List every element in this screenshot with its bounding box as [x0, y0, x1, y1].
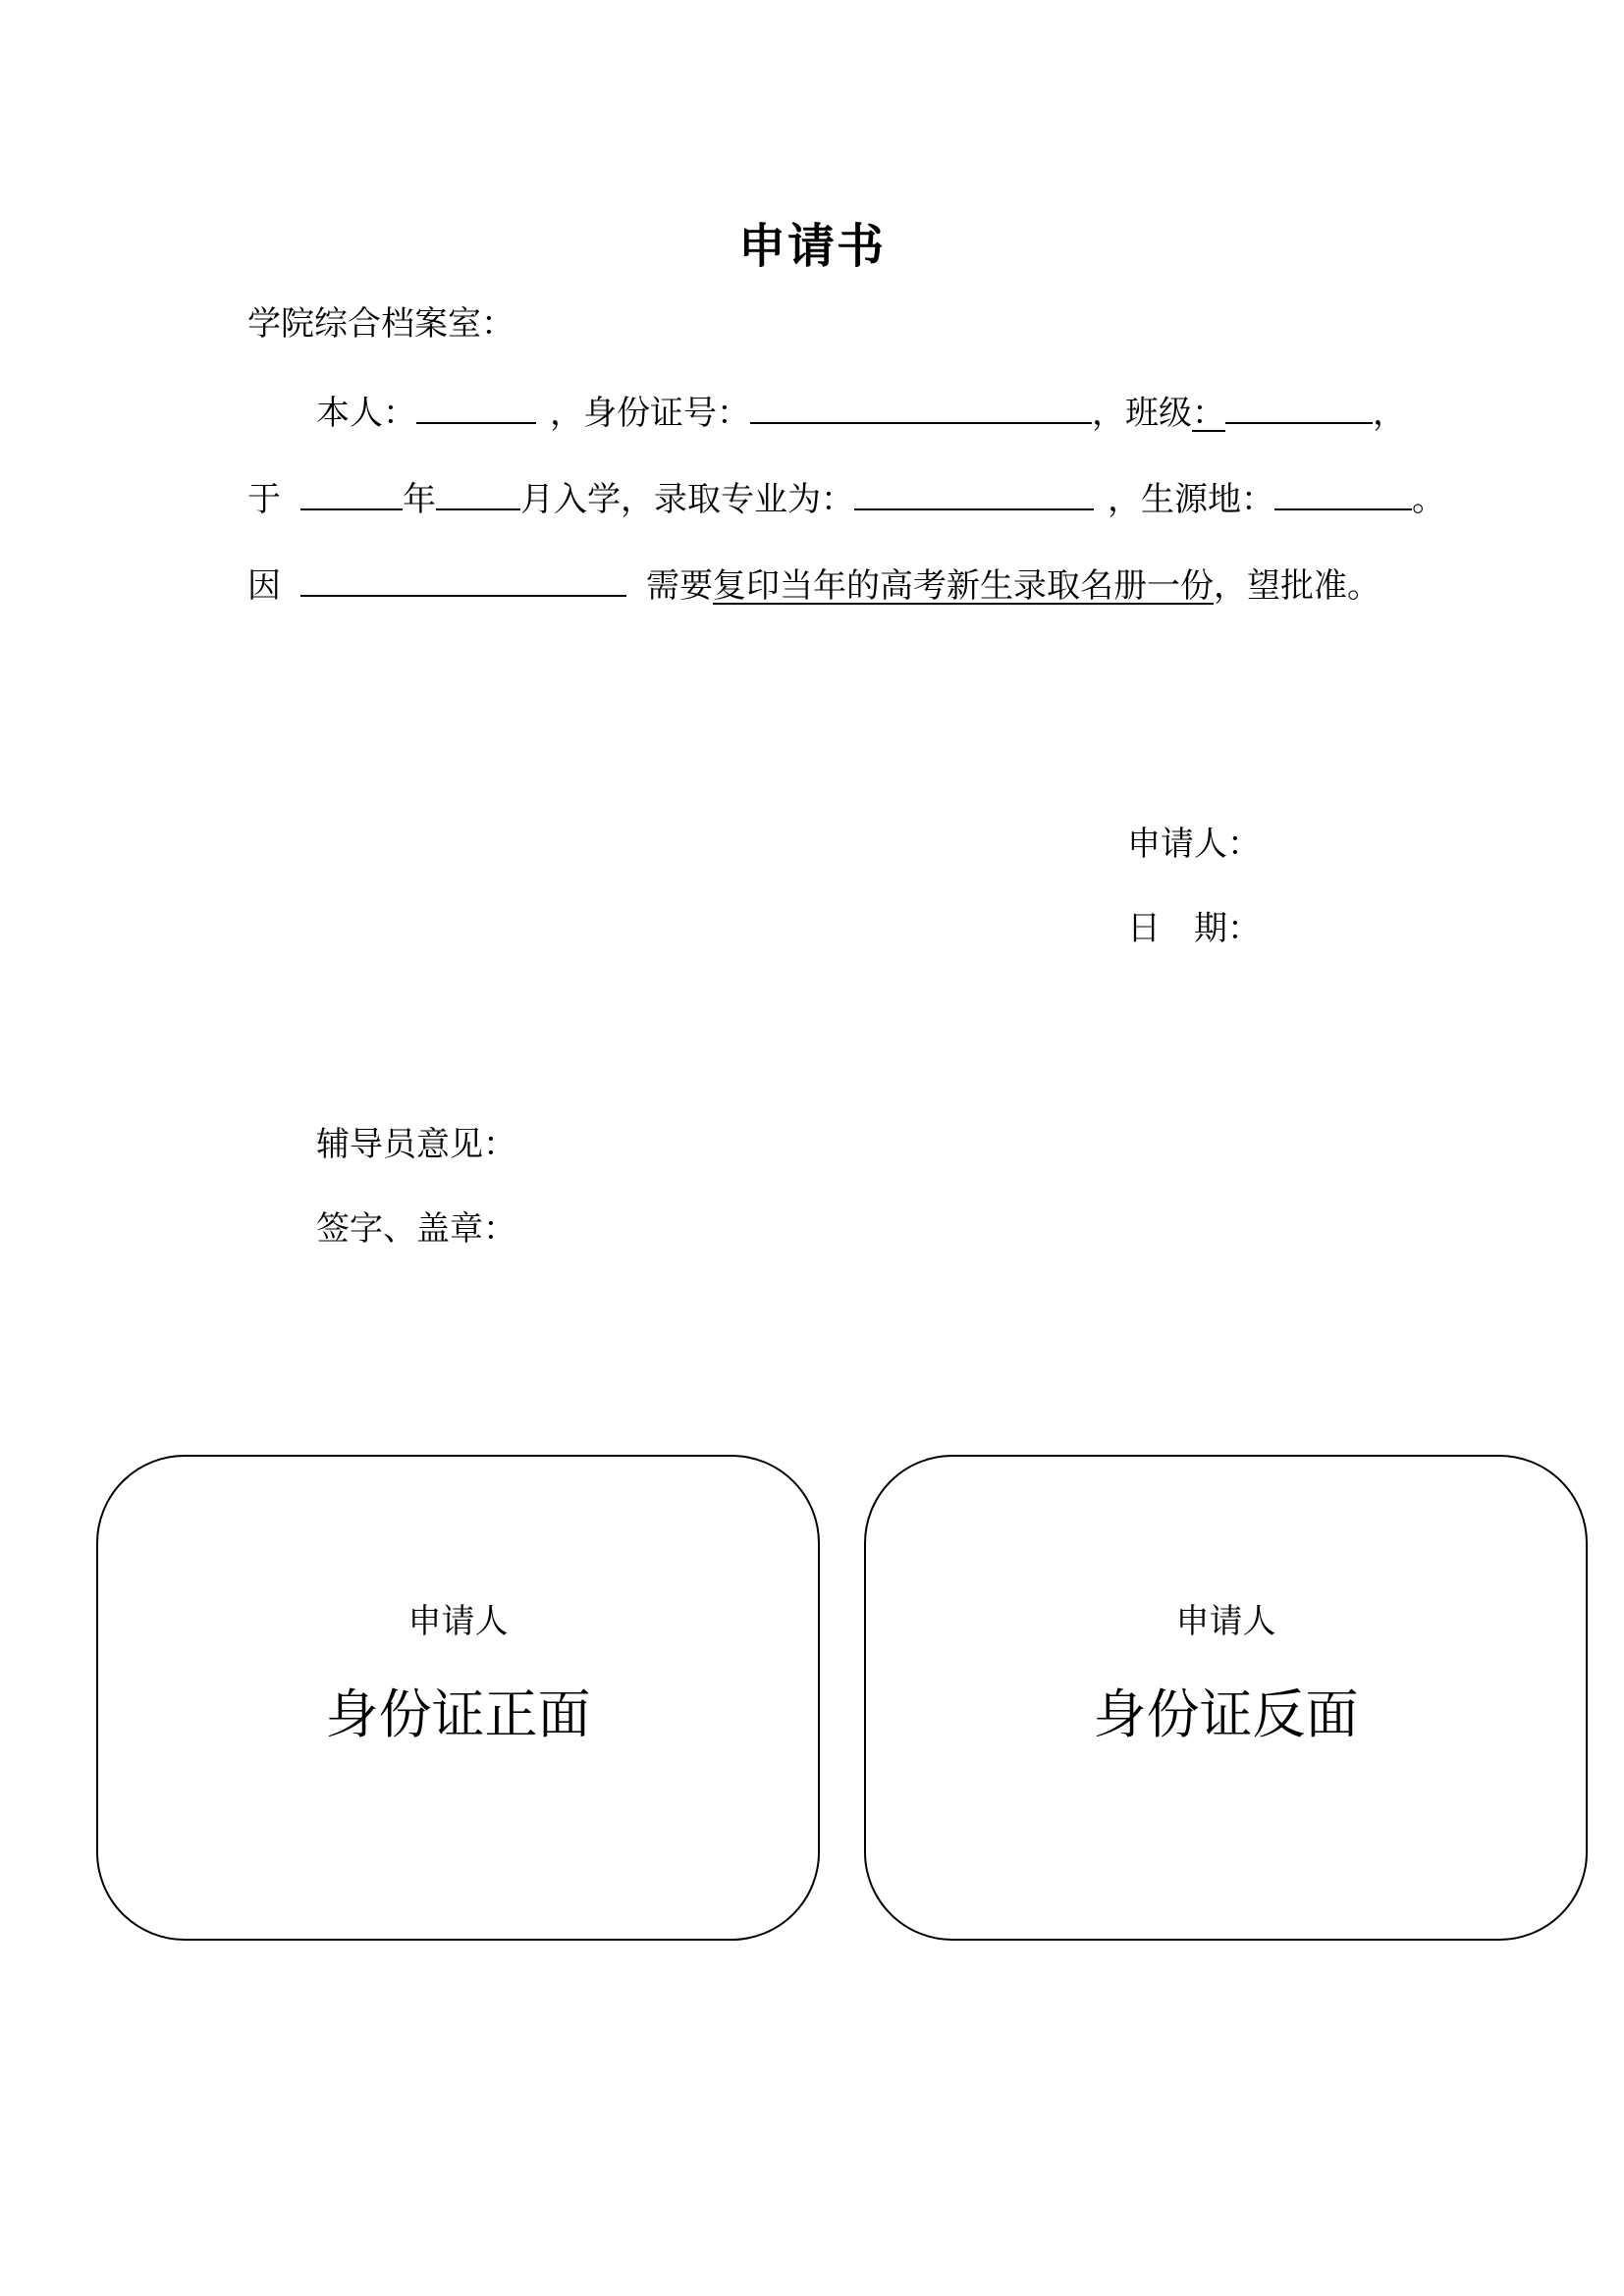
id-back-label: 身份证反面 — [1093, 1683, 1359, 1745]
name-blank[interactable] — [416, 391, 536, 424]
class-colon: ： — [1192, 394, 1225, 433]
id-front-caption: 申请人 — [407, 1602, 509, 1641]
recipient-line: 学院综合档案室： — [247, 304, 514, 344]
counselor-opinion-label: 辅导员意见： — [316, 1125, 516, 1164]
class-blank[interactable] — [1225, 391, 1373, 424]
enroll-year-blank[interactable] — [300, 477, 403, 510]
date-label: 日 期： — [1127, 909, 1261, 948]
reason-blank[interactable] — [300, 563, 626, 597]
id-front-box[interactable] — [96, 1455, 820, 1941]
origin-blank[interactable] — [1274, 477, 1412, 510]
id-number-blank[interactable] — [750, 391, 1092, 424]
applicant-signature-label: 申请人： — [1127, 825, 1261, 864]
line-reason — [247, 563, 1380, 606]
id-back-box[interactable] — [864, 1455, 1588, 1941]
page-title: 申请书 — [737, 219, 886, 274]
class-label: ，班级 — [1092, 394, 1192, 433]
enroll-prefix: 于 — [247, 480, 281, 519]
major-blank[interactable] — [854, 477, 1094, 510]
origin-label: ，生源地： — [1108, 480, 1274, 519]
month-major-label: 月入学，录取专业为： — [520, 480, 854, 519]
name-label: 本人： — [316, 394, 416, 433]
counselor-sign-label: 签字、盖章： — [316, 1209, 516, 1249]
line1-end: ， — [1373, 394, 1406, 433]
request-text: 复印当年的高考新生录取名册一份 — [713, 566, 1214, 606]
year-label: 年 — [403, 480, 436, 519]
enroll-month-blank[interactable] — [436, 477, 520, 510]
line3-end: ，望批准。 — [1214, 566, 1380, 606]
line2-end: 。 — [1412, 480, 1445, 519]
line-enrollment-info — [247, 477, 1445, 519]
id-back-caption: 申请人 — [1175, 1602, 1276, 1641]
id-number-label: ，身份证号： — [550, 394, 750, 433]
line-applicant-info — [316, 391, 1406, 433]
id-front-label: 身份证正面 — [325, 1683, 591, 1745]
need-label: 需要 — [646, 566, 713, 606]
reason-prefix: 因 — [247, 566, 281, 606]
